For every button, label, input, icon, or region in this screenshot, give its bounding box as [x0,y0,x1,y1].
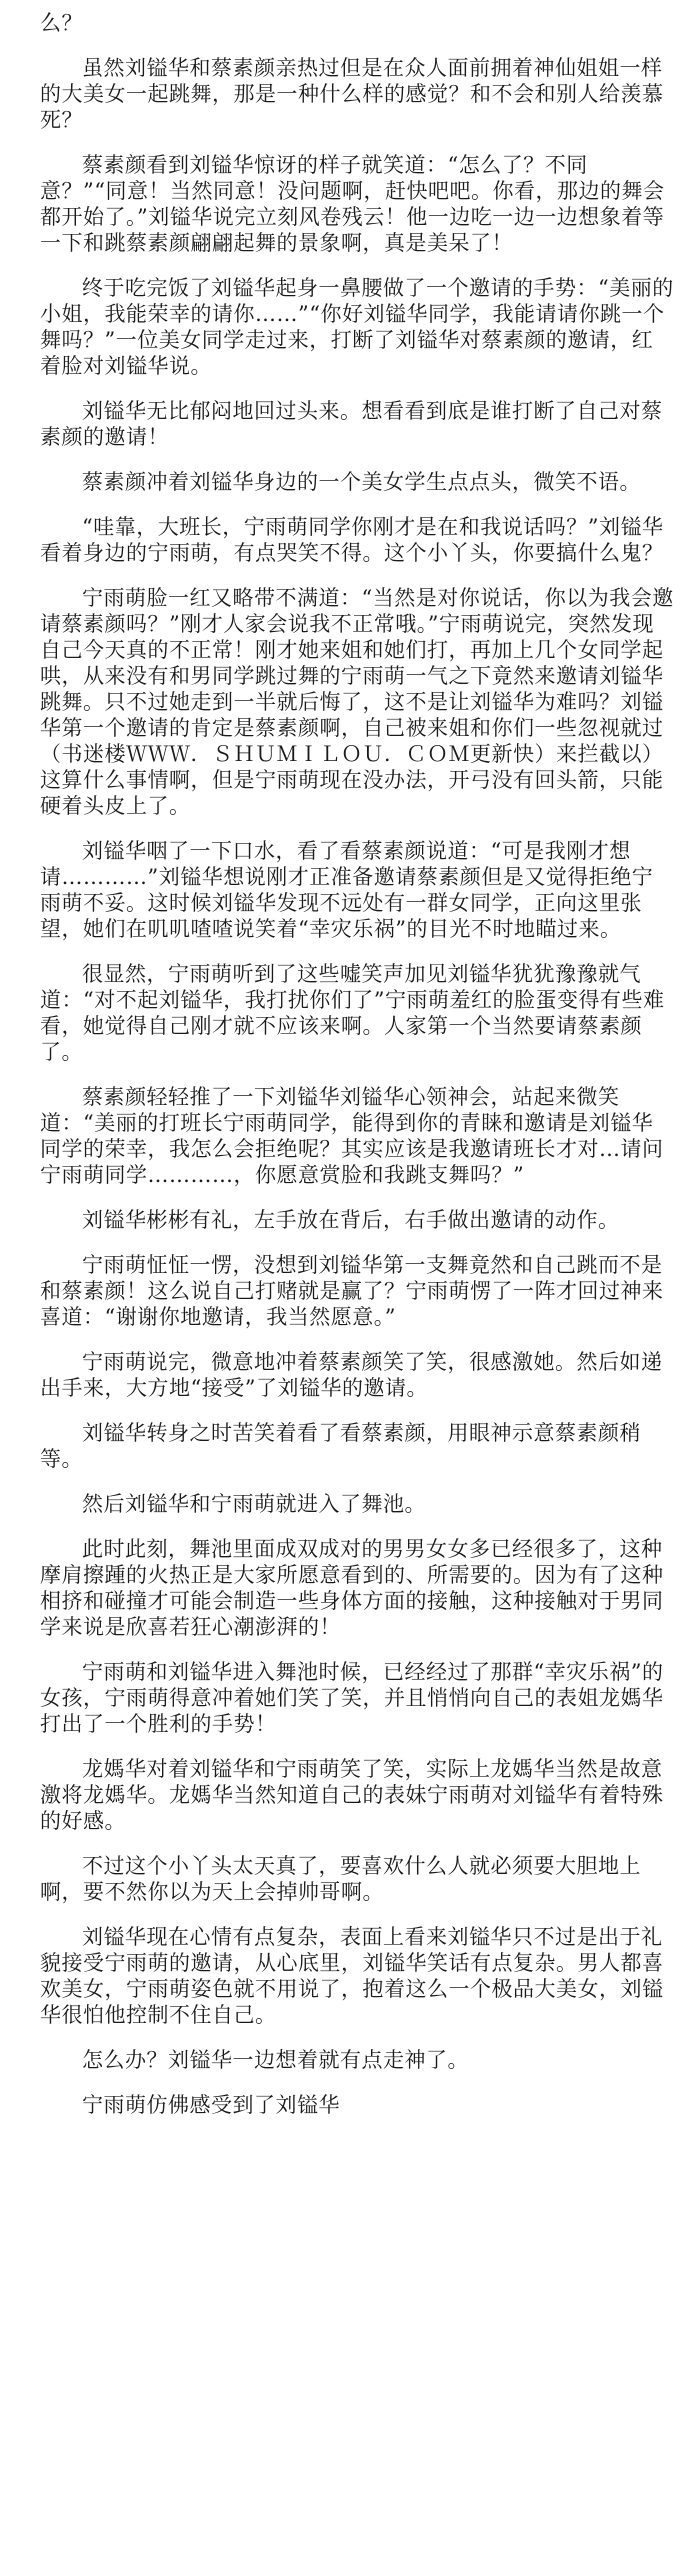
paragraph: 很显然，宁雨萌听到了这些嘘笑声加见刘镒华犹犹豫豫就气道：“对不起刘镒华，我打扰你们了”宁雨萌羞红的脸蛋变得有些难看，她觉得自己刚才就不应该来啊。人家第一个当然要请蔡素颜了。 [40,962,665,1064]
paragraph: 宁雨萌脸一红又略带不满道：“当然是对你说话，你以为我会邀请蔡素颜吗？”刚才人家会说我不正常哦。”宁雨萌说完，突然发现自己今天真的不正常！刚才她来姐和她们打，再加上几个女同学起哄，从来没有和男同学跳过舞的宁雨萌一气之下竟然来邀请刘镒华跳舞。只不过她走到一半就后悔了，这不是让刘镒华为难吗？刘镒华第一个邀请的肯定是蔡素颜啊，自己被来姐和你们一些忽视就过（书迷楼ＷＷＷ．ＳＨＵＭＩＬＯＵ．ＣＯＭ更新快）来拦截以）这算什么事情啊，但是宁雨萌现在没办法，开弓没有回头箭，只能硬着头皮上了。 [40,586,674,818]
paragraph: 宁雨萌和刘镒华进入舞池时候，已经经过了那群“幸灾乐祸”的女孩，宁雨萌得意冲着她们笑了笑，并且悄悄向自己的表姐龙媽华打出了一个胜利的手势！ [40,1660,664,1736]
paragraph: 怎么办？刘镒华一边想着就有点走神了。 [82,2048,469,2072]
paragraph: 蔡素颜冲着刘镒华身边的一个美女学生点点头，微笑不语。 [82,470,641,494]
paragraph: 刘镒华现在心情有点复杂，表面上看来刘镒华只不过是出于礼貌接受宁雨萌的邀请，从心底里，刘镒华笑话有点复杂。男人都喜欢美女，宁雨萌姿色就不用说了，抱着这么一个极品大美女，刘镒华很怕他控制不住自己。 [40,1925,664,2027]
paragraph: 刘镒华咽了一下口水，看了看蔡素颜说道：“可是我刚才想请…………”刘镒华想说刚才正准备邀请蔡素颜但是又觉得拒绝宁雨萌不妥。这时候刘镒华发现不远处有一群女同学，正向这里张望，她们在叽叽喳喳说笑着“幸灾乐祸”的目光不时地瞄过来。 [40,839,654,941]
paragraph: 刘镒华彬彬有礼，左手放在背后，右手做出邀请的动作。 [82,1208,620,1232]
paragraph: 宁雨萌怔怔一愣，没想到刘镒华第一支舞竟然和自己跳而不是和蔡素颜！这么说自己打赌就是赢了？宁雨萌愣了一阵才回过神来喜道：“谢谢你地邀请，我当然愿意。” [40,1253,664,1329]
paragraph: 终于吃完饭了刘镒华起身一鼻腰做了一个邀请的手势：“美丽的小姐，我能荣幸的请你……”“你好刘镒华同学，我能请请你跳一个舞吗？”一位美女同学走过来，打断了刘镒华对蔡素颜的邀请，红着脸对刘镒华说。 [40,276,674,378]
paragraph: 刘镒华无比郁闷地回过头来。想看看到底是谁打断了自己对蔡素颜的邀请！ [40,399,663,449]
paragraph: “哇靠，大班长，宁雨萌同学你刚才是在和我说话吗？”刘镒华看着身边的宁雨萌，有点哭笑不得。这个小丫头，你要搞什么鬼？ [40,515,664,565]
paragraph: 龙媽华对着刘镒华和宁雨萌笑了笑，实际上龙媽华当然是故意激将龙媽华。龙媽华当然知道自己的表妹宁雨萌对刘镒华有着特殊的好感。 [40,1757,664,1833]
paragraph: 宁雨萌说完，微意地冲着蔡素颜笑了笑，很感激她。然后如递出手来，大方地“接受”了刘镒华的邀请。 [40,1350,663,1400]
paragraph: 刘镒华转身之时苦笑着看了看蔡素颜，用眼神示意蔡素颜稍等。 [40,1421,641,1471]
paragraph: 不过这个小丫头太天真了，要喜欢什么人就必须要大胆地上啊，要不然你以为天上会掉帅哥啊。 [40,1854,641,1904]
paragraph: 么？ [40,11,83,35]
paragraph: 此时此刻，舞池里面成双成对的男男女女多已经很多了，这种摩肩擦踵的火热正是大家所愿意看到的、所需要的。因为有了这种相挤和碰撞才可能会制造一些身体方面的接触，这种接触对于男同学来说是欣喜若狂心潮澎湃的！ [40,1537,664,1639]
paragraph: 宁雨萌仿佛感受到了刘镒华 [82,2093,340,2117]
paragraph: 然后刘镒华和宁雨萌就进入了舞池。 [82,1492,426,1516]
paragraph: 虽然刘镒华和蔡素颜亲热过但是在众人面前拥着神仙姐姐一样的大美女一起跳舞，那是一种什么样的感觉？和不会和别人给羡慕死？ [40,56,664,132]
paragraph: 蔡素颜轻轻推了一下刘镒华刘镒华心领神会，站起来微笑道：“美丽的打班长宁雨萌同学，能得到你的青睐和邀请是刘镒华同学的荣幸，我怎么会拒绝呢？其实应该是我邀请班长才对…请问宁雨萌同学…………，你愿意赏脸和我跳支舞吗？” [40,1085,664,1187]
paragraph: 蔡素颜看到刘镒华惊讶的样子就笑道：“怎么了？不同意？”“同意！当然同意！没问题啊，赶快吧吧。你看，那边的舞会都开始了。”刘镒华说完立刻风卷残云！他一边吃一边一边想象着等一下和跳蔡素颜翩翩起舞的景象啊，真是美呆了！ [40,153,665,255]
